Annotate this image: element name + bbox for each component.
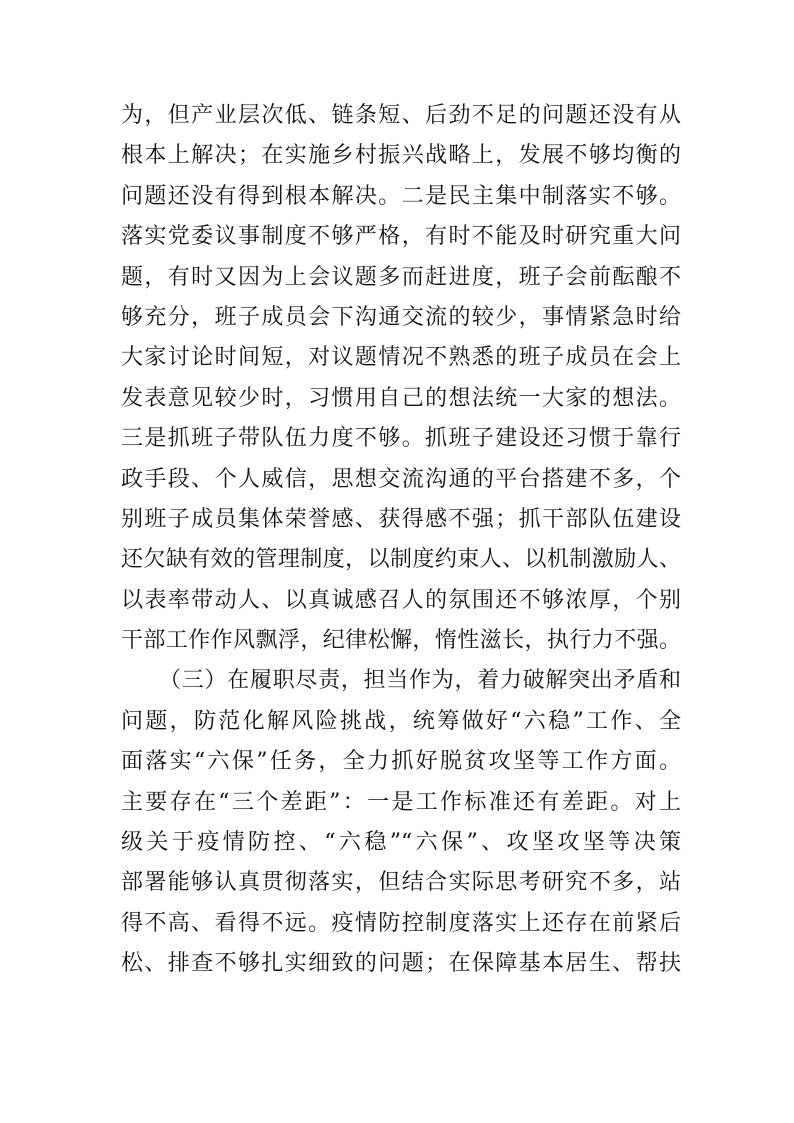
text-line: 大家讨论时间短，对议题情况不熟悉的班子成员在会上 <box>121 345 681 371</box>
text-line: 以表率带动人、以真诚感召人的氛围还不够浓厚，个别 <box>121 587 681 613</box>
text-line: 够充分，班子成员会下沟通交流的较少，事情紧急时给 <box>121 304 681 330</box>
text-line: 部署能够认真贯彻落实，但结合实际思考研究不多，站 <box>121 870 681 896</box>
section-heading-line: （三）在履职尽责，担当作为，着力破解突出矛盾和 <box>159 668 681 694</box>
text-line: 题，有时又因为上会议题多而赶进度，班子会前酝酿不 <box>121 264 681 290</box>
text-line: 问题还没有得到根本解决。二是民主集中制落实不够。 <box>121 183 681 209</box>
text-line: 发表意见较少时，习惯用自己的想法统一大家的想法。 <box>121 385 681 411</box>
text-line: 问题，防范化解风险挑战，统筹做好“六稳”工作、全 <box>121 708 681 734</box>
text-line: 别班子成员集体荣誉感、获得感不强；抓干部队伍建设 <box>121 506 681 532</box>
document-body <box>121 96 681 985</box>
text-line: 根本上解决；在实施乡村振兴战略上，发展不够均衡的 <box>121 143 681 169</box>
text-line: 面落实“六保”任务，全力抓好脱贫攻坚等工作方面。 <box>121 749 681 775</box>
text-line: 主要存在“三个差距”：一是工作标准还有差距。对上 <box>121 789 681 815</box>
text-line: 为，但产业层次低、链条短、后劲不足的问题还没有从 <box>121 103 681 128</box>
text-line: 级关于疫情防控、“六稳”“六保”、攻坚攻坚等决策 <box>121 830 681 856</box>
text-line: 得不高、看得不远。疫情防控制度落实上还存在前紧后 <box>121 910 681 936</box>
text-line: 干部工作作风飘浮，纪律松懈，惰性滋长，执行力不强。 <box>121 628 681 654</box>
text-line: 政手段、个人威信，思想交流沟通的平台搭建不多，个 <box>121 466 681 492</box>
text-line: 三是抓班子带队伍力度不够。抓班子建设还习惯于靠行 <box>121 426 681 452</box>
text-line: 还欠缺有效的管理制度，以制度约束人、以机制激励人、 <box>121 547 681 573</box>
text-line: 松、排查不够扎实细致的问题；在保障基本居生、帮扶 <box>121 951 681 977</box>
text-line: 落实党委议事制度不够严格，有时不能及时研究重大问 <box>121 224 681 250</box>
